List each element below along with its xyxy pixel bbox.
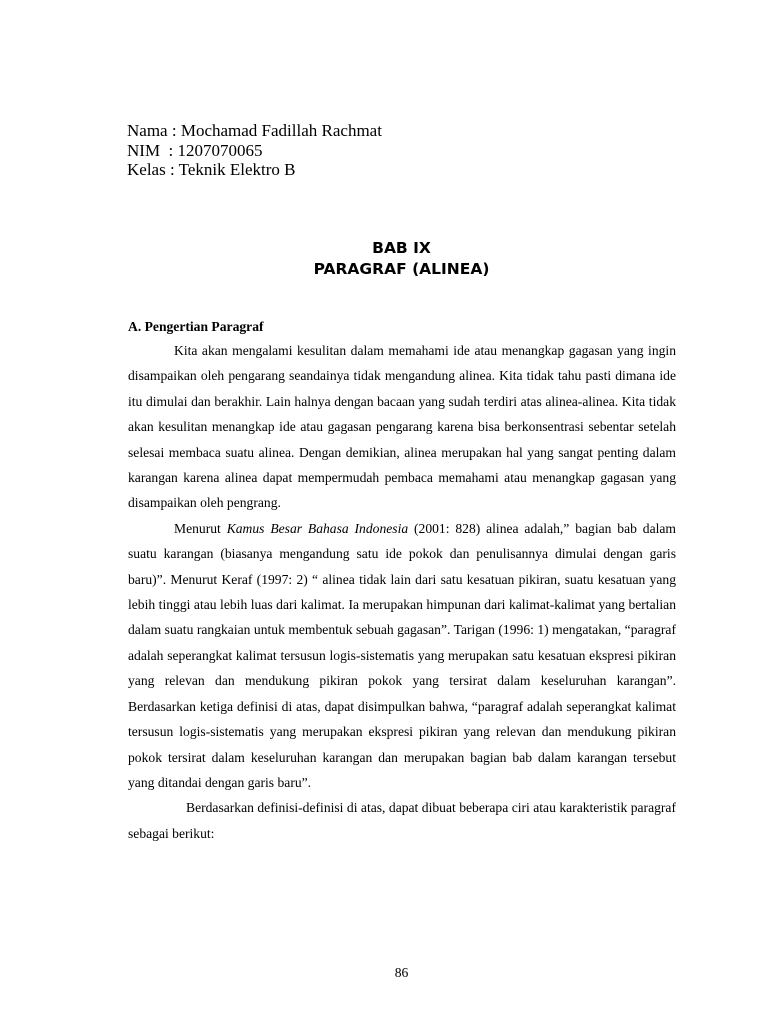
paragraph-2-intro: Menurut — [174, 520, 227, 536]
nim-line — [127, 141, 382, 161]
student-identity-block — [127, 121, 382, 180]
class-value: Teknik Elektro B — [178, 160, 296, 179]
class-line — [127, 160, 382, 180]
class-label: Kelas : — [127, 160, 179, 179]
section-heading: A. Pengertian Paragraf — [128, 319, 264, 334]
paragraph-3: Berdasarkan definisi-definisi di atas, dapat dibuat beberapa ciri atau karakteristik paragraf sebagai berikut: — [128, 800, 676, 841]
chapter-number: BAB IX — [372, 239, 431, 257]
paragraph-1: Kita akan mengalami kesulitan dalam memahami ide atau menangkap gagasan yang ingin disampaikan oleh pengarang seandainya tidak mengandung alinea. Kita tidak tahu pasti dimana ide itu dimulai dan berakhir. Lain halnya dengan bacaan yang sudah terdiri atas alinea-alinea. Kita tidak akan kesulitan menangkap ide atau gagasan pengarang karena bisa berkonsentrasi sebentar setelah selesai membaca suatu alinea. Dengan demikian, alinea merupakan hal yang sangat penting dalam karangan karena alinea dapat mempermudah pembaca memahami atau menangkap gagasan yang disampaikan oleh pengrang. — [128, 343, 676, 511]
name-value: Mochamad Fadillah Rachmat — [180, 121, 382, 140]
dictionary-title: Kamus Besar Bahasa Indonesia — [226, 520, 409, 536]
chapter-title: PARAGRAF (ALINEA) — [313, 260, 490, 278]
document-body — [128, 317, 676, 846]
paragraph-2-body: (2001: 828) alinea adalah,” bagian bab dalam suatu karangan (biasanya mengandung satu ide pokok dan penulisannya dimulai dengan garis baru)”. Menurut Keraf (1997: 2) “ alinea tidak lain dari satu kesatuan pikiran, suatu kesatuan yang lebih tinggi atau lebih luas dari kalimat. Ia merupakan himpunan dari kalimat-kalimat yang bertalian dalam suatu rangkaian untuk membentuk sebuah gagasan”. Tarigan (1996: 1) mengatakan, “paragraf adalah seperangkat kalimat tersusun logis-sistematis yang merupakan satu kesatuan ekspresi pikiran yang relevan dan mendukung pikiran pokok yang tersirat dalam keseluruhan karangan”. Berdasarkan ketiga definisi di atas, dapat disimpulkan bahwa, “paragraf adalah seperangkat kalimat tersusun logis-sistematis yang merupakan ekspresi pikiran yang relevan dan mendukung pikiran pokok tersirat dalam keseluruhan karangan dan merupakan bagian bab dalam karangan tersebut yang ditandai dengan garis baru”. — [128, 520, 676, 790]
name-label: Nama : — [127, 121, 181, 140]
nim-label: NIM : — [127, 140, 178, 160]
page-number: 86 — [394, 965, 409, 980]
name-line — [127, 121, 382, 141]
chapter-heading — [0, 238, 768, 280]
nim-value: 1207070065 — [177, 140, 263, 160]
paragraph-2 — [128, 516, 676, 795]
